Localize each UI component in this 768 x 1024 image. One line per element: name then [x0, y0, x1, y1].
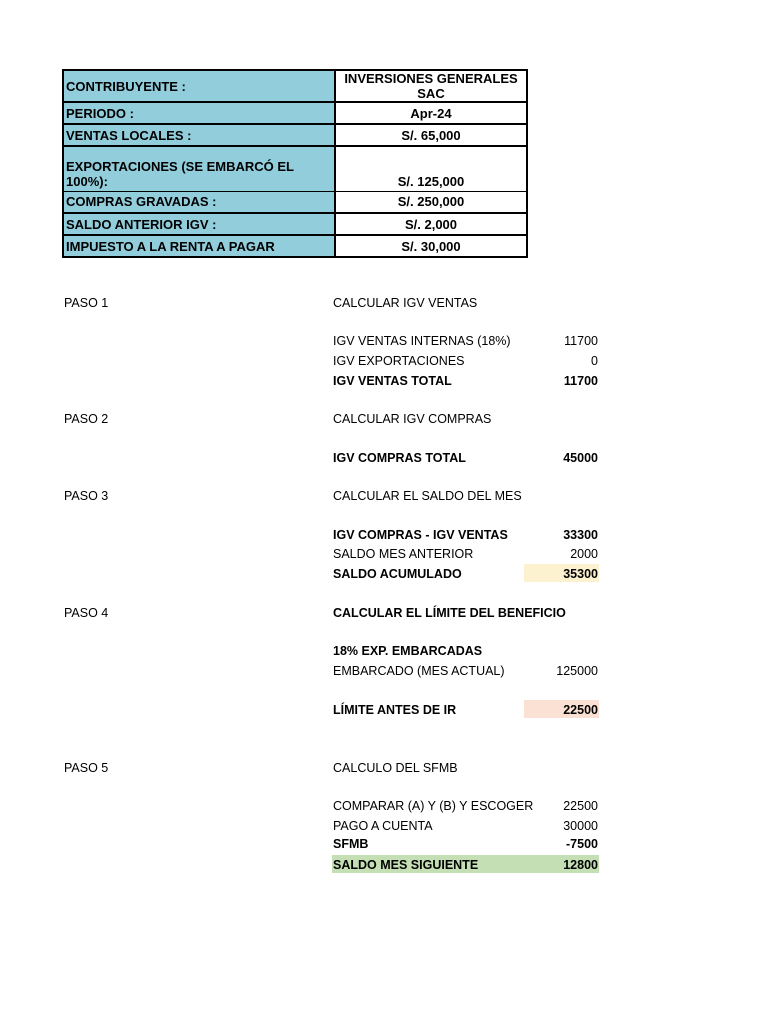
- paso1-title: PASO 1: [64, 296, 109, 310]
- embarcado-value: 125000: [556, 664, 598, 678]
- limite-antes-ir-label: LÍMITE ANTES DE IR: [333, 703, 457, 717]
- compras-gravadas-value: S/. 250,000: [335, 191, 527, 213]
- header-row: [63, 124, 527, 146]
- saldo-mes-siguiente-value: 12800: [563, 858, 598, 872]
- paso5-heading: CALCULO DEL SFMB: [333, 761, 458, 775]
- paso5-title: PASO 5: [64, 761, 109, 775]
- exportaciones-value: S/. 125,000: [335, 146, 527, 191]
- paso1-heading: CALCULAR IGV VENTAS: [333, 296, 478, 310]
- saldo-acumulado-label: SALDO ACUMULADO: [333, 567, 462, 581]
- paso3-heading: CALCULAR EL SALDO DEL MES: [333, 489, 522, 503]
- pago-a-cuenta-value: 30000: [563, 819, 598, 833]
- igv-ventas-total-value: 11700: [563, 374, 598, 388]
- header-row: [63, 191, 527, 213]
- igv-ventas-internas-label: IGV VENTAS INTERNAS (18%): [333, 334, 511, 348]
- paso4-title: PASO 4: [64, 606, 109, 620]
- header-row: [63, 70, 527, 102]
- exportaciones-label: EXPORTACIONES (SE EMBARCÓ EL 100%):: [63, 146, 335, 191]
- saldo-anterior-value: S/. 2,000: [335, 213, 527, 235]
- compras-gravadas-label: COMPRAS GRAVADAS :: [63, 191, 335, 213]
- paso2-title: PASO 2: [64, 412, 109, 426]
- header-row: [63, 102, 527, 124]
- contribuyente-value: INVERSIONES GENERALES SAC: [335, 70, 527, 102]
- sfmb-label: SFMB: [333, 837, 369, 851]
- igv-diferencia-value: 33300: [563, 528, 598, 542]
- header-row: [63, 235, 527, 257]
- periodo-label: PERIODO :: [63, 102, 335, 124]
- igv-exportaciones-value: 0: [591, 354, 598, 368]
- ventas-locales-label: VENTAS LOCALES :: [63, 124, 335, 146]
- paso2-heading: CALCULAR IGV COMPRAS: [333, 412, 492, 426]
- igv-compras-total-label: IGV COMPRAS TOTAL: [333, 451, 466, 465]
- saldo-mes-siguiente-label: SALDO MES SIGUIENTE: [333, 858, 479, 872]
- impuesto-renta-value: S/. 30,000: [335, 235, 527, 257]
- saldo-mes-anterior-label: SALDO MES ANTERIOR: [333, 547, 474, 561]
- saldo-mes-anterior-value: 2000: [570, 547, 598, 561]
- header-table: [62, 69, 528, 258]
- contribuyente-label: CONTRIBUYENTE :: [63, 70, 335, 102]
- paso4-subheading: 18% EXP. EMBARCADAS: [333, 644, 483, 658]
- saldo-acumulado-value: 35300: [563, 567, 598, 581]
- paso4-heading: CALCULAR EL LÍMITE DEL BENEFICIO: [333, 606, 566, 620]
- header-row: [63, 213, 527, 235]
- pago-a-cuenta-label: PAGO A CUENTA: [333, 819, 433, 833]
- igv-exportaciones-label: IGV EXPORTACIONES: [333, 354, 465, 368]
- ventas-locales-value: S/. 65,000: [335, 124, 527, 146]
- limite-antes-ir-value: 22500: [563, 703, 598, 717]
- periodo-value: Apr-24: [335, 102, 527, 124]
- saldo-anterior-label: SALDO ANTERIOR IGV :: [63, 213, 335, 235]
- impuesto-renta-label: IMPUESTO A LA RENTA A PAGAR: [63, 235, 335, 257]
- igv-compras-total-value: 45000: [563, 451, 598, 465]
- comparar-label: COMPARAR (A) Y (B) Y ESCOGER: [333, 799, 534, 813]
- sfmb-value: -7500: [566, 837, 598, 851]
- comparar-value: 22500: [563, 799, 598, 813]
- paso3-title: PASO 3: [64, 489, 109, 503]
- igv-ventas-total-label: IGV VENTAS TOTAL: [333, 374, 452, 388]
- header-row: [63, 146, 527, 191]
- igv-ventas-internas-value: 11700: [564, 334, 598, 348]
- embarcado-label: EMBARCADO (MES ACTUAL): [333, 664, 505, 678]
- igv-diferencia-label: IGV COMPRAS - IGV VENTAS: [333, 528, 508, 542]
